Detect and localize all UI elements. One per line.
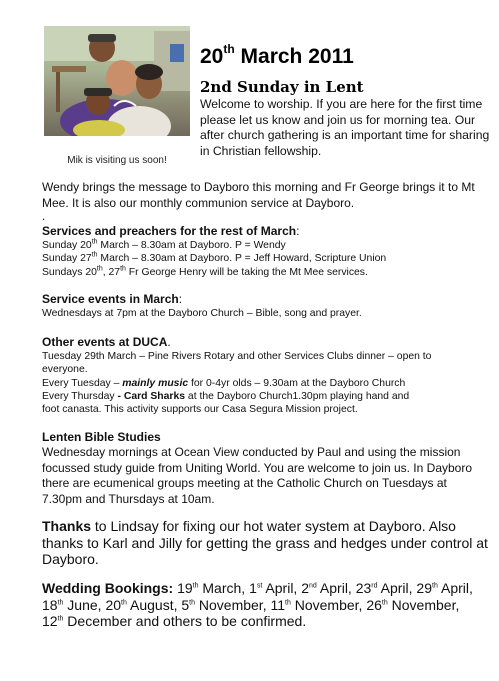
services-heading (42, 224, 492, 239)
duca-line-4: Every Thursday - Card Sharks at the Dayboro Church1.30pm playing hand and (42, 390, 410, 402)
group-photo (44, 26, 190, 136)
lenten-heading: Lenten Bible Studies (42, 430, 161, 444)
subtitle: 2nd Sunday in Lent (200, 78, 364, 96)
wedding-line-3: 12th December and others to be confirmed. (42, 613, 307, 630)
lenten-section (42, 430, 482, 507)
duca-line-3: Every Tuesday – mainly music for 0-4yr olds – 9.30am at the Dayboro Church (42, 377, 406, 389)
duca-heading (42, 335, 492, 350)
duca-heading-text: Other events at DUCA (42, 335, 168, 349)
duca-line-1: Tuesday 29th March – Pine Rivers Rotary and other Services Clubs dinner – open to (42, 351, 432, 362)
welcome-paragraph: Welcome to worship. If you are here for the first time please let us know and join us for morning tea. Our after church gathering is an important time for sharing in Christian fellowship. (200, 97, 490, 158)
intro-dot: . (42, 209, 46, 223)
date-rest: March 2011 (234, 45, 354, 68)
service-events-text: Wednesdays at 7pm at the Dayboro Church – Bible, song and prayer. (42, 308, 362, 319)
photo-illustration (44, 26, 190, 136)
duca-heading-dot: . (167, 335, 171, 349)
services-line-3: Sundays 20th, 27th Fr George Henry will be taking the Mt Mee services. (42, 265, 368, 278)
service-events-heading-colon: : (178, 292, 183, 306)
lenten-text: Wednesday mornings at Ocean View conducted by Paul and using the mission focussed study guide from Uniting World. You are welcome to join us. In Dayboro there are ecumenical groups meeting at the Catholic Church on Tuesdays at 7.30pm and Thursdays at 10am. (42, 445, 473, 506)
thanks-body: to Lindsay for fixing our hot water system at Dayboro. Also thanks to Karl and Jilly for getting the grass and hedges under control at Dayboro. (42, 518, 488, 568)
service-events-heading (42, 292, 492, 307)
services-line-1: Sunday 20th March – 8.30am at Dayboro. P = Wendy (42, 238, 286, 251)
thanks-bold: Thanks (42, 518, 92, 534)
service-events-section (42, 292, 492, 320)
services-line-2: Sunday 27th March – 8.30am at Dayboro. P = Jeff Howard, Scripture Union (42, 251, 387, 265)
wedding-section (42, 580, 497, 630)
date-suffix: th (223, 42, 235, 56)
duca-line-5: foot canasta. This activity supports our Casa Segura Mission project. (42, 404, 358, 416)
intro-text: Wendy brings the message to Dayboro this morning and Fr George brings it to Mt Mee. It is also our monthly communion service at Dayboro. (42, 180, 475, 210)
service-events-heading-text: Service events in March (42, 292, 179, 306)
services-section (42, 224, 492, 279)
thanks-text (42, 518, 494, 568)
wedding-line-1: Wedding Bookings: 19th March, 1st April, 2nd April, 23rd April, 29th April, (42, 580, 473, 596)
intro-section (42, 180, 492, 222)
thanks-section (42, 518, 494, 568)
page-title (200, 44, 354, 69)
wedding-line-2: 18th June, 20th August, 5th November, 11th November, 26th November, (42, 596, 460, 613)
date-day: 20 (200, 45, 224, 68)
duca-section (42, 335, 492, 416)
duca-line-2: everyone. (42, 364, 88, 376)
photo-caption: Mik is visiting us soon! (67, 155, 167, 166)
services-heading-text: Services and preachers for the rest of March (42, 224, 297, 238)
services-heading-colon: : (296, 224, 300, 238)
